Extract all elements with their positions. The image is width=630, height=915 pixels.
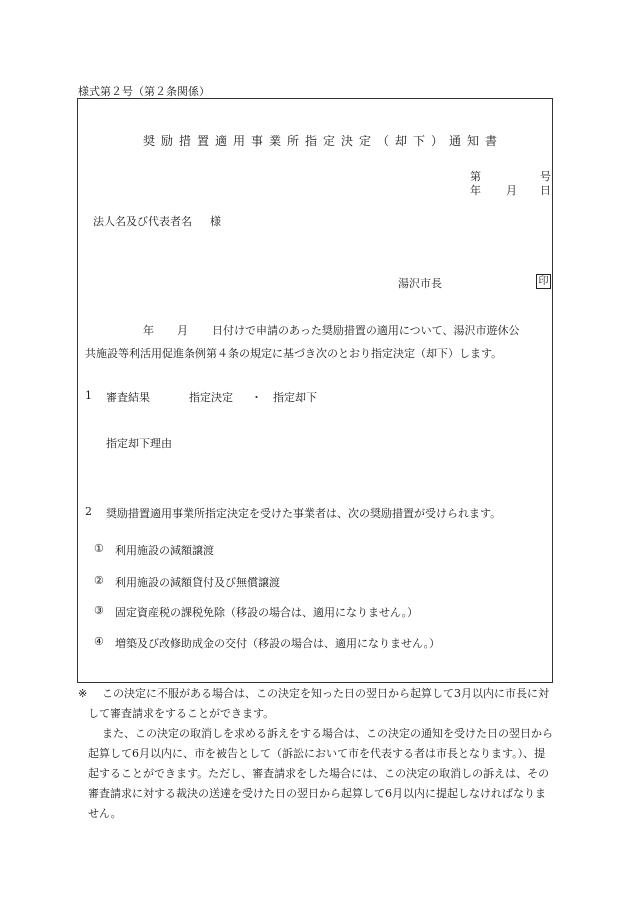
body-month: 月 xyxy=(177,324,188,337)
option-separator: ・ xyxy=(251,391,262,404)
section1-label: 審査結果 xyxy=(106,391,150,404)
note-mark: ※ xyxy=(78,687,88,700)
section2-number: 2 xyxy=(85,505,92,518)
option-decision: 指定決定 xyxy=(189,391,233,404)
body-line-1: 日付けで申請のあった奨励措置の適用について、湯沢市遊休公 xyxy=(212,324,520,337)
section1-number: 1 xyxy=(85,389,92,402)
addressee: 法人名及び代表者名 xyxy=(93,215,192,228)
list-item-mark: ① xyxy=(94,542,104,555)
date-year: 年 xyxy=(470,184,481,197)
number-prefix: 第 xyxy=(470,170,481,183)
list-item: 利用施設の減額貸付及び無償譲渡 xyxy=(115,576,280,589)
seal-stamp: 印 xyxy=(536,274,551,289)
document-title: 奨励措置適用事業所指定決定（却下）通知書 xyxy=(143,134,504,148)
option-reject: 指定却下 xyxy=(273,391,317,404)
note-paragraph-2: また、この決定の取消しを求める訴えをする場合は、この決定の通知を受けた日の翌日から起算して6月以内に、市を被告として（訴訟において市を代表する者は市長となります。）、提起することができます。ただし、審査請求をした場合には、この決定の取消しの訴えは、その審査請求に対する裁決の送達を受けた日の翌日から起算して6月以内に提起しなければなりません。 xyxy=(88,727,553,820)
list-item-mark: ④ xyxy=(94,635,104,648)
reject-reason-label: 指定却下理由 xyxy=(106,437,172,450)
note-paragraph-1: この決定に不服がある場合は、この決定を知った日の翌日から起算して3月以内に市長に対して審査請求をすることができます。 xyxy=(88,687,549,720)
list-item: 利用施設の減額譲渡 xyxy=(115,544,214,557)
body-line-2: 共施設等利活用促進条例第４条の規定に基づき次のとおり指定決定（却下）します。 xyxy=(85,347,503,360)
list-item-mark: ② xyxy=(94,574,104,587)
date-month: 月 xyxy=(506,184,517,197)
body-year: 年 xyxy=(143,324,154,337)
date-day: 日 xyxy=(540,184,551,197)
list-item: 固定資産税の課税免除（移設の場合は、適用になりません。） xyxy=(115,606,419,619)
number-suffix: 号 xyxy=(540,170,551,183)
addressee-honorific: 様 xyxy=(210,215,221,228)
section2-text: 奨励措置適用事業所指定決定を受けた事業者は、次の奨励措置が受けられます。 xyxy=(106,507,502,520)
form-label: 様式第２号（第２条関係） xyxy=(78,85,210,98)
list-item: 増築及び改修助成金の交付（移設の場合は、適用になりません。） xyxy=(115,637,441,650)
list-item-mark: ③ xyxy=(94,604,104,617)
issuer: 湯沢市長 xyxy=(398,277,442,290)
